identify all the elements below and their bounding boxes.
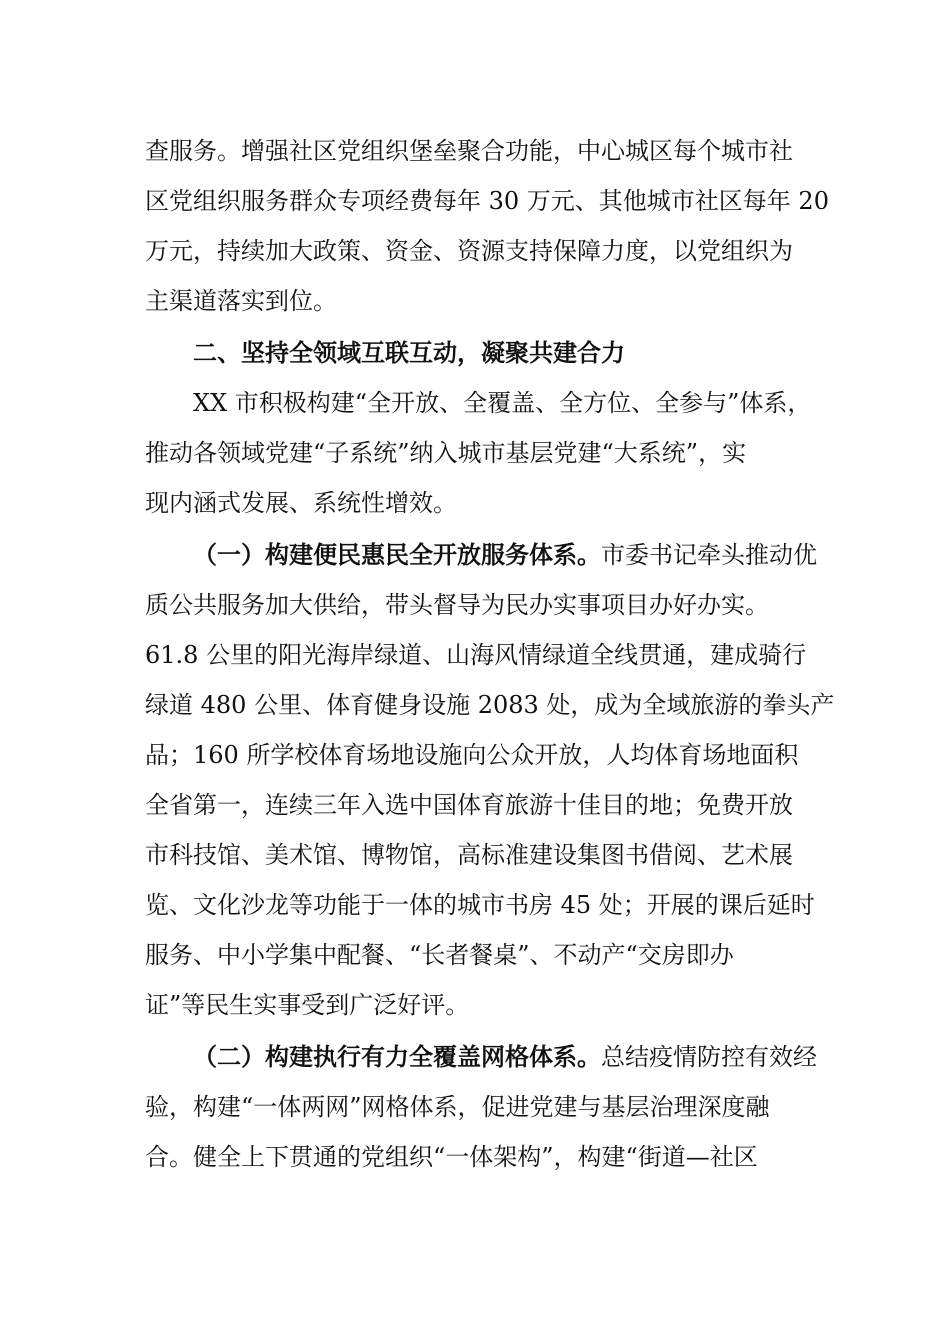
text-line: 现内涵式发展、系统性增效。: [145, 489, 457, 517]
subsection-text: 市委书记牵头推动优: [601, 541, 817, 569]
subsection-line: [193, 540, 950, 570]
subsection-title: （二）构建执行有力全覆盖网格体系。: [193, 1042, 601, 1071]
text-line: 市科技馆、美术馆、博物馆，高标准建设集图书借阅、艺术展: [145, 841, 793, 869]
text-line: 证”等民生实事受到广泛好评。: [145, 991, 470, 1019]
text-line: 推动各领域党建“子系统”纳入城市基层党建“大系统”，实: [145, 439, 747, 467]
subsection-text: 总结疫情防控有效经: [601, 1043, 817, 1071]
text-line: 服务、中小学集中配餐、“长者餐桌”、不动产“交房即办: [145, 941, 734, 969]
text-line: 万元，持续加大政策、资金、资源支持保障力度，以党组织为: [145, 237, 793, 265]
text-line: 区党组织服务群众专项经费每年 30 万元、其他城市社区每年 20: [145, 187, 829, 215]
text-line: 质公共服务加大供给，带头督导为民办实事项目办好办实。: [145, 591, 769, 619]
text-line: 览、文化沙龙等功能于一体的城市书房 45 处；开展的课后延时: [145, 891, 815, 919]
text-line: 主渠道落实到位。: [145, 287, 337, 315]
text-line: 全省第一，连续三年入选中国体育旅游十佳目的地；免费开放: [145, 791, 793, 819]
text-line: 61.8 公里的阳光海岸绿道、山海风情绿道全线贯通，建成骑行: [145, 641, 807, 669]
text-line: 品；160 所学校体育场地设施向公众开放，人均体育场地面积: [145, 741, 799, 769]
section-heading-text: 二、坚持全领域互联互动，凝聚共建合力: [193, 338, 625, 367]
subsection-line: [193, 1042, 950, 1072]
text-line: 合。健全上下贯通的党组织“一体架构”，构建“街道—社区: [145, 1143, 758, 1171]
text-line: 绿道 480 公里、体育健身设施 2083 处，成为全域旅游的拳头产: [145, 691, 835, 719]
subsection-title: （一）构建便民惠民全开放服务体系。: [193, 540, 601, 569]
text-line: 查服务。增强社区党组织堡垒聚合功能，中心城区每个城市社: [145, 137, 793, 165]
text-line: 验，构建“一体两网”网格体系，促进党建与基层治理深度融: [145, 1093, 770, 1121]
text-line: XX 市积极构建“全开放、全覆盖、全方位、全参与”体系，: [193, 389, 812, 417]
section-heading: [193, 338, 950, 368]
